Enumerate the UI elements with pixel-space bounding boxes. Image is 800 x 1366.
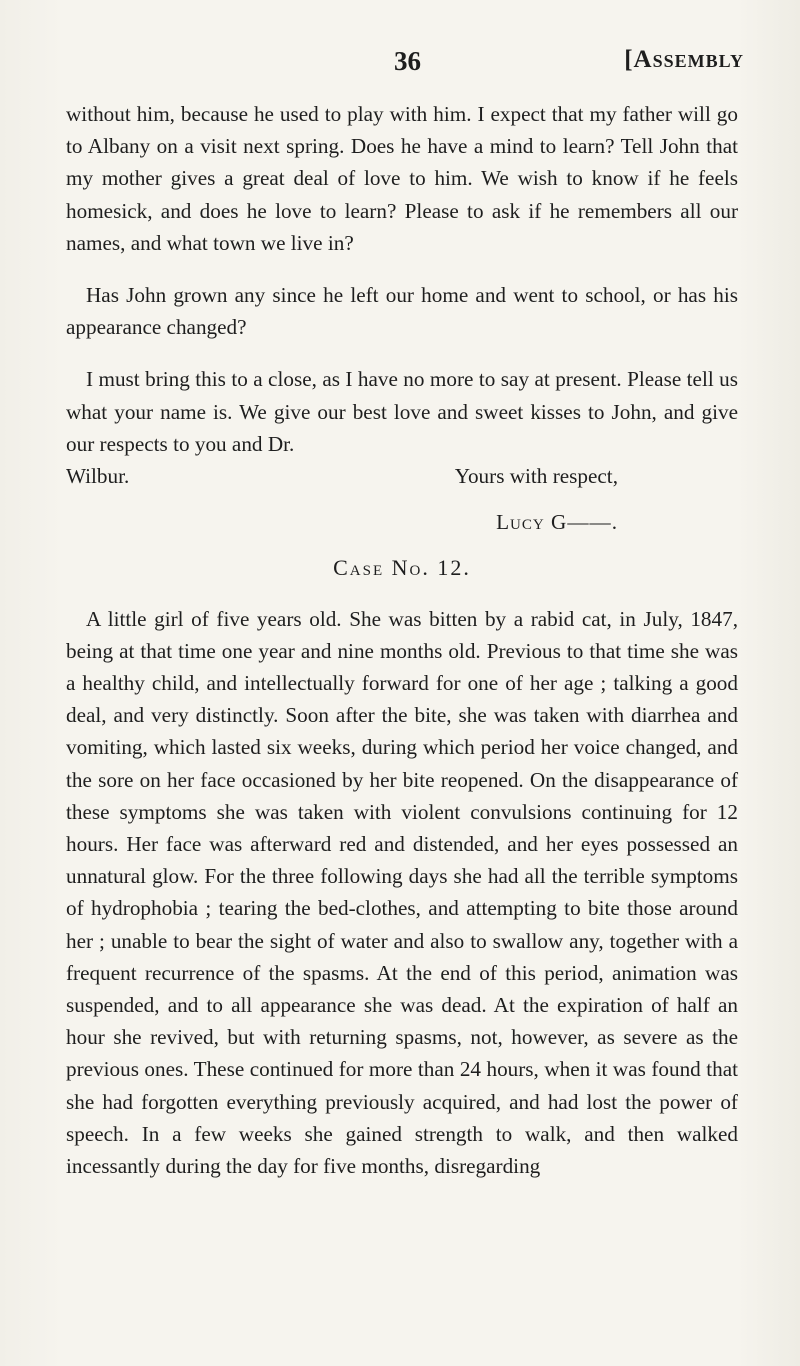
- letter-paragraph-2: Has John grown any since he left our home and went to school, or has his appearance changed?: [66, 283, 738, 340]
- paragraph-gap: [66, 343, 738, 363]
- paragraph-gap: [66, 259, 738, 279]
- page-number: 36: [394, 46, 421, 76]
- letter-paragraph-1: without him, because he used to play with him. I expect that my father will go to Albany on a visit next spring. Does he have a mind to learn? Tell John that my mother gives a great deal of love to him. We wish to know if he feels homesick, and does he love to learn? Please to ask if he remembers all our names, and what town we live in?: [66, 102, 738, 255]
- case-paragraph: A little girl of five years old. She was bitten by a rabid cat, in July, 1847, being at that time one year and nine months old. Previous to that time she was a healthy child, and intellectually forward for one of her age ; talking a good deal, and very distinctly. Soon after the bite, she was taken with diarrhea and vomiting, which lasted six weeks, during which period her voice changed, and the sore on her face occasioned by her bite reopened. On the disappearance of these symptoms she was taken with violent convulsions continuing for 12 hours. Her face was afterward red and distended, and her eyes possessed an unnatural glow. For the three following days she had all the terrible symptoms of hydrophobia ; tearing the bed-clothes, and attempting to bite those around her ; unable to bear the sight of water and also to swallow any, together with a frequent recurrence of the spasms. At the end of this period, animation was suspended, and to all appearance she was dead. At the expiration of half an hour she revived, but with returning spasms, not, however, as severe as the previous ones. These continued for more than 24 hours, when it was found that she had forgotten everything previously acquired, and had lost the power of speech. In a few weeks she gained strength to walk, and then walked incessantly during the day for five months, disregarding: [66, 606, 738, 1179]
- closing-name: Wilbur.: [66, 464, 130, 489]
- letter-paragraph-3: I must bring this to a close, as I have no more to say at present. Please tell us what your name is. We give our best love and sweet kisses to John, and give our respects to you and Dr.: [66, 367, 738, 456]
- page-body: [66, 98, 738, 1182]
- letter-signature: Lucy G——.: [496, 510, 618, 535]
- case-heading: Case No. 12.: [333, 555, 471, 581]
- letter-closing: [66, 460, 738, 492]
- closing-salutation: Yours with respect,: [454, 464, 618, 489]
- running-head: [64, 46, 744, 82]
- section-heading: [Assembly: [624, 46, 744, 73]
